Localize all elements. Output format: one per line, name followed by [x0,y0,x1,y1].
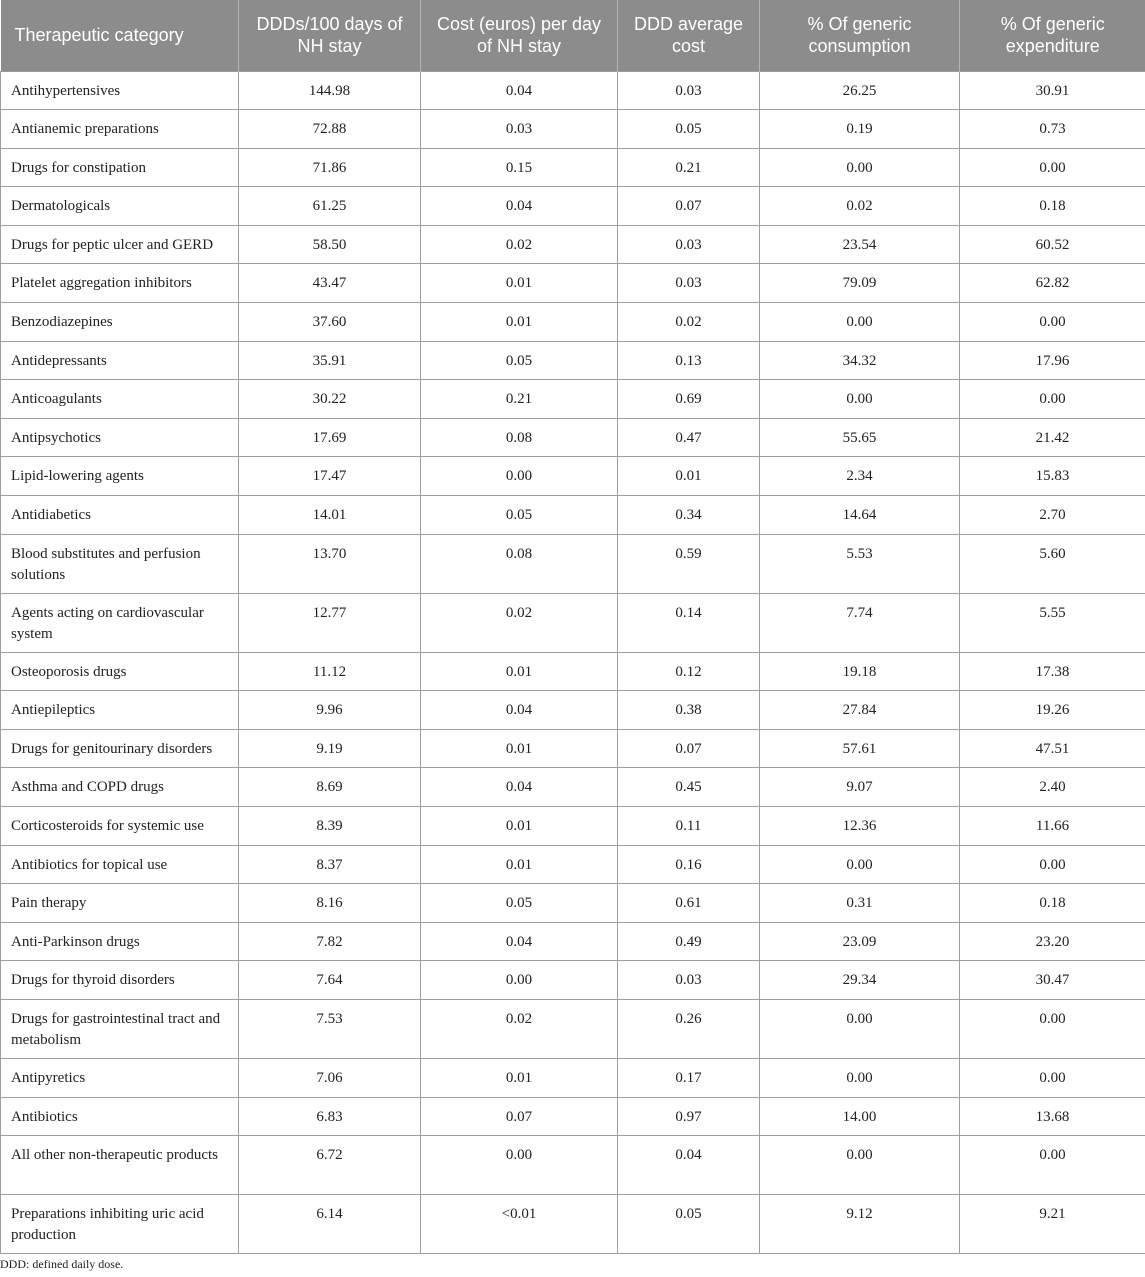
table-body [1,71,1145,1254]
generic-expenditure-cell: 0.18 [960,187,1145,226]
cost-cell: 0.01 [421,303,618,342]
category-cell: Osteoporosis drugs [1,652,239,691]
ddds-cell: 6.83 [239,1097,421,1136]
generic-consumption-cell: 27.84 [760,691,960,730]
generic-consumption-cell: 0.00 [760,148,960,187]
ddds-cell: 12.77 [239,593,421,652]
generic-expenditure-cell: 0.00 [960,845,1145,884]
category-cell: Antipsychotics [1,418,239,457]
table-row [1,1058,1145,1097]
generic-expenditure-cell: 19.26 [960,691,1145,730]
avg-cost-cell: 0.11 [618,807,760,846]
generic-consumption-cell: 26.25 [760,71,960,110]
avg-cost-cell: 0.07 [618,729,760,768]
category-cell: Antianemic preparations [1,110,239,149]
table-row [1,961,1145,1000]
cost-cell: 0.04 [421,691,618,730]
table-row [1,729,1145,768]
table-row [1,341,1145,380]
generic-expenditure-cell: 13.68 [960,1097,1145,1136]
ddds-cell: 9.96 [239,691,421,730]
cost-cell: 0.07 [421,1097,618,1136]
generic-consumption-cell: 0.00 [760,380,960,419]
avg-cost-cell: 0.21 [618,148,760,187]
ddds-cell: 9.19 [239,729,421,768]
cost-cell: 0.00 [421,961,618,1000]
ddds-cell: 14.01 [239,496,421,535]
avg-cost-cell: 0.12 [618,652,760,691]
ddds-cell: 6.72 [239,1136,421,1195]
cost-cell: 0.00 [421,1136,618,1195]
table-row [1,922,1145,961]
cost-cell: 0.01 [421,652,618,691]
generic-consumption-cell: 0.00 [760,999,960,1058]
generic-expenditure-cell: 17.38 [960,652,1145,691]
header-generic-consumption: % Of generic consumption [760,0,960,71]
cost-cell: 0.01 [421,264,618,303]
ddds-cell: 8.37 [239,845,421,884]
avg-cost-cell: 0.26 [618,999,760,1058]
table-row [1,187,1145,226]
avg-cost-cell: 0.34 [618,496,760,535]
category-cell: Antibiotics [1,1097,239,1136]
generic-consumption-cell: 5.53 [760,534,960,593]
header-ddds-per-100-days: DDDs/100 days of NH stay [239,0,421,71]
category-cell: Pain therapy [1,884,239,923]
generic-expenditure-cell: 2.40 [960,768,1145,807]
category-cell: Benzodiazepines [1,303,239,342]
category-cell: Anticoagulants [1,380,239,419]
avg-cost-cell: 0.69 [618,380,760,419]
category-cell: Antidepressants [1,341,239,380]
ddds-cell: 30.22 [239,380,421,419]
table-row [1,303,1145,342]
generic-expenditure-cell: 9.21 [960,1195,1145,1254]
generic-expenditure-cell: 0.73 [960,110,1145,149]
cost-cell: 0.21 [421,380,618,419]
generic-consumption-cell: 14.64 [760,496,960,535]
cost-cell: 0.01 [421,845,618,884]
category-cell: Antiepileptics [1,691,239,730]
generic-consumption-cell: 23.54 [760,225,960,264]
generic-consumption-cell: 34.32 [760,341,960,380]
generic-expenditure-cell: 0.00 [960,303,1145,342]
cost-cell: 0.04 [421,768,618,807]
cost-cell: 0.08 [421,418,618,457]
header-cost-per-day: Cost (euros) per day of NH stay [421,0,618,71]
generic-expenditure-cell: 2.70 [960,496,1145,535]
generic-consumption-cell: 2.34 [760,457,960,496]
table-row [1,999,1145,1058]
avg-cost-cell: 0.49 [618,922,760,961]
ddds-cell: 8.69 [239,768,421,807]
avg-cost-cell: 0.61 [618,884,760,923]
generic-expenditure-cell: 30.91 [960,71,1145,110]
category-cell: Antidiabetics [1,496,239,535]
category-cell: Agents acting on cardiovascular system [1,593,239,652]
table-row [1,225,1145,264]
generic-expenditure-cell: 47.51 [960,729,1145,768]
avg-cost-cell: 0.14 [618,593,760,652]
cost-cell: 0.01 [421,729,618,768]
ddds-cell: 17.69 [239,418,421,457]
generic-consumption-cell: 9.07 [760,768,960,807]
cost-cell: 0.01 [421,1058,618,1097]
generic-consumption-cell: 7.74 [760,593,960,652]
generic-consumption-cell: 23.09 [760,922,960,961]
generic-expenditure-cell: 30.47 [960,961,1145,1000]
table-row [1,148,1145,187]
avg-cost-cell: 0.16 [618,845,760,884]
generic-expenditure-cell: 23.20 [960,922,1145,961]
table-row [1,884,1145,923]
avg-cost-cell: 0.38 [618,691,760,730]
category-cell: Antibiotics for topical use [1,845,239,884]
table-row [1,652,1145,691]
category-cell: Platelet aggregation inhibitors [1,264,239,303]
ddds-cell: 61.25 [239,187,421,226]
generic-expenditure-cell: 0.00 [960,380,1145,419]
cost-cell: 0.04 [421,71,618,110]
table-row [1,418,1145,457]
ddds-cell: 71.86 [239,148,421,187]
ddds-cell: 43.47 [239,264,421,303]
table-row [1,457,1145,496]
table-row [1,110,1145,149]
cost-cell: <0.01 [421,1195,618,1254]
avg-cost-cell: 0.13 [618,341,760,380]
ddds-cell: 7.06 [239,1058,421,1097]
table-row [1,807,1145,846]
table-row [1,496,1145,535]
ddds-cell: 7.64 [239,961,421,1000]
ddds-cell: 17.47 [239,457,421,496]
category-cell: Preparations inhibiting uric acid production [1,1195,239,1254]
generic-consumption-cell: 0.19 [760,110,960,149]
footnote: DDD: defined daily dose. [0,1257,124,1271]
avg-cost-cell: 0.03 [618,264,760,303]
generic-consumption-cell: 14.00 [760,1097,960,1136]
avg-cost-cell: 0.03 [618,961,760,1000]
table-row [1,1136,1145,1195]
ddds-cell: 8.16 [239,884,421,923]
ddds-cell: 72.88 [239,110,421,149]
table-row [1,71,1145,110]
cost-cell: 0.03 [421,110,618,149]
ddds-cell: 6.14 [239,1195,421,1254]
generic-expenditure-cell: 5.55 [960,593,1145,652]
generic-consumption-cell: 55.65 [760,418,960,457]
cost-cell: 0.05 [421,884,618,923]
ddds-cell: 11.12 [239,652,421,691]
table-row [1,691,1145,730]
generic-consumption-cell: 12.36 [760,807,960,846]
avg-cost-cell: 0.05 [618,1195,760,1254]
avg-cost-cell: 0.03 [618,225,760,264]
category-cell: Drugs for gastrointestinal tract and metabolism [1,999,239,1058]
generic-consumption-cell: 0.00 [760,1136,960,1195]
generic-consumption-cell: 0.02 [760,187,960,226]
cost-cell: 0.05 [421,496,618,535]
generic-consumption-cell: 0.00 [760,845,960,884]
avg-cost-cell: 0.97 [618,1097,760,1136]
generic-consumption-cell: 79.09 [760,264,960,303]
avg-cost-cell: 0.59 [618,534,760,593]
avg-cost-cell: 0.04 [618,1136,760,1195]
table-row [1,1097,1145,1136]
generic-expenditure-cell: 5.60 [960,534,1145,593]
generic-expenditure-cell: 0.18 [960,884,1145,923]
generic-consumption-cell: 29.34 [760,961,960,1000]
ddds-cell: 7.53 [239,999,421,1058]
ddds-cell: 37.60 [239,303,421,342]
ddds-cell: 144.98 [239,71,421,110]
ddds-cell: 13.70 [239,534,421,593]
category-cell: All other non-therapeutic products [1,1136,239,1195]
generic-consumption-cell: 0.31 [760,884,960,923]
ddds-cell: 8.39 [239,807,421,846]
ddds-cell: 7.82 [239,922,421,961]
table-row [1,593,1145,652]
generic-expenditure-cell: 21.42 [960,418,1145,457]
ddds-cell: 58.50 [239,225,421,264]
generic-expenditure-cell: 17.96 [960,341,1145,380]
category-cell: Blood substitutes and perfusion solutions [1,534,239,593]
avg-cost-cell: 0.45 [618,768,760,807]
avg-cost-cell: 0.07 [618,187,760,226]
cost-cell: 0.02 [421,225,618,264]
ddds-cell: 35.91 [239,341,421,380]
table-row [1,1195,1145,1254]
category-cell: Lipid-lowering agents [1,457,239,496]
cost-cell: 0.15 [421,148,618,187]
generic-consumption-cell: 0.00 [760,303,960,342]
avg-cost-cell: 0.02 [618,303,760,342]
header-row [1,0,1145,71]
generic-expenditure-cell: 62.82 [960,264,1145,303]
generic-expenditure-cell: 15.83 [960,457,1145,496]
generic-expenditure-cell: 60.52 [960,225,1145,264]
table-row [1,845,1145,884]
generic-expenditure-cell: 0.00 [960,999,1145,1058]
table-row [1,264,1145,303]
generic-expenditure-cell: 0.00 [960,1058,1145,1097]
generic-consumption-cell: 0.00 [760,1058,960,1097]
avg-cost-cell: 0.01 [618,457,760,496]
category-cell: Dermatologicals [1,187,239,226]
category-cell: Antipyretics [1,1058,239,1097]
header-therapeutic-category: Therapeutic category [1,0,239,71]
table-row [1,380,1145,419]
header-generic-expenditure: % Of generic expenditure [960,0,1145,71]
cost-cell: 0.02 [421,593,618,652]
generic-consumption-cell: 19.18 [760,652,960,691]
table-row [1,768,1145,807]
cost-cell: 0.02 [421,999,618,1058]
category-cell: Drugs for genitourinary disorders [1,729,239,768]
cost-cell: 0.04 [421,187,618,226]
avg-cost-cell: 0.17 [618,1058,760,1097]
category-cell: Asthma and COPD drugs [1,768,239,807]
category-cell: Antihypertensives [1,71,239,110]
generic-expenditure-cell: 11.66 [960,807,1145,846]
category-cell: Drugs for constipation [1,148,239,187]
generic-consumption-cell: 9.12 [760,1195,960,1254]
category-cell: Drugs for thyroid disorders [1,961,239,1000]
category-cell: Anti-Parkinson drugs [1,922,239,961]
cost-cell: 0.00 [421,457,618,496]
cost-cell: 0.08 [421,534,618,593]
cost-cell: 0.01 [421,807,618,846]
generic-consumption-cell: 57.61 [760,729,960,768]
table-row [1,534,1145,593]
avg-cost-cell: 0.05 [618,110,760,149]
category-cell: Drugs for peptic ulcer and GERD [1,225,239,264]
avg-cost-cell: 0.47 [618,418,760,457]
cost-cell: 0.05 [421,341,618,380]
category-cell: Corticosteroids for systemic use [1,807,239,846]
generic-expenditure-cell: 0.00 [960,148,1145,187]
avg-cost-cell: 0.03 [618,71,760,110]
header-ddd-average-cost: DDD average cost [618,0,760,71]
cost-cell: 0.04 [421,922,618,961]
generic-expenditure-cell: 0.00 [960,1136,1145,1195]
